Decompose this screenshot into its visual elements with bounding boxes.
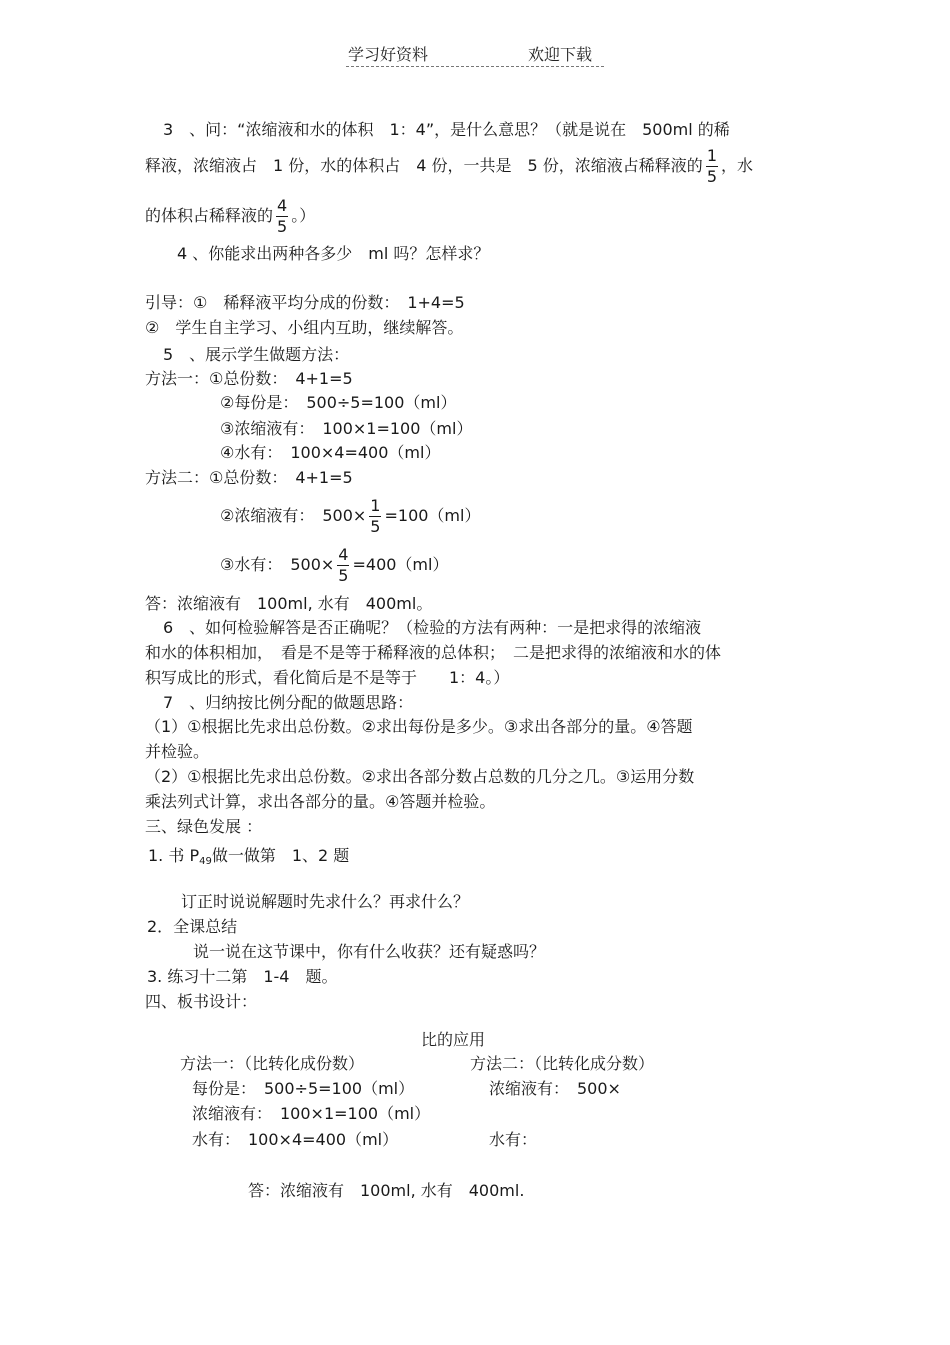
board-left-line3: 水有： 100×4=400（ml） [192, 1130, 399, 1149]
q5-line: 5 、展示学生做题方法： [163, 345, 350, 364]
q6-line1: 6 、如何检验解答是否正确呢？（检验的方法有两种：一是把求得的浓缩液 [163, 618, 702, 637]
q7-point2-line2: 乘法列式计算，求出各部分的量。④答题并检验。 [145, 792, 496, 811]
q3-line2-text-b: ，水 [721, 156, 754, 175]
q4-line: 4 、你能求出两种各多少 ml 吗？怎样求？ [177, 244, 490, 263]
section3-item2-note: 说一说在这节课中，你有什么收获？还有疑惑吗？ [193, 942, 546, 961]
fraction-denominator: 5 [277, 217, 288, 236]
section3-item1-note: 订正时说说解题时先求什么？再求什么？ [181, 892, 470, 911]
q6-line3: 积写成比的形式，看化简后是不是等于 1：4。） [145, 668, 510, 687]
page-header [346, 42, 604, 67]
method2-line2-text-b: =100（ml） [384, 506, 481, 525]
section3-item1-text-b: 做一做第 1、2 题 [211, 846, 350, 865]
fraction-four-fifths [276, 196, 288, 237]
q7-title: 7 、归纳按比例分配的做题思路： [163, 693, 414, 712]
board-right-heading: 方法二：（比转化成分数） [470, 1054, 655, 1073]
q7-point2-line1: （2）①根据比先求出总份数。②求出各部分数占总数的几分之几。③运用分数 [145, 767, 695, 786]
fraction-four-fifths [337, 545, 349, 586]
q3-line3-text-a: 的体积占稀释液的 [145, 206, 274, 225]
q7-point1-line1: （1）①根据比先求出总份数。②求出每份是多少。③求出各部分的量。④答题 [145, 717, 693, 736]
section3-item3: 3. 练习十二第 1-4 题。 [147, 967, 338, 986]
fraction-numerator: 1 [370, 496, 381, 515]
method1-line1: 方法一：①总份数： 4+1=5 [145, 369, 353, 388]
board-left-line1: 每份是： 500÷5=100（ml） [192, 1079, 415, 1098]
fraction-numerator: 1 [706, 146, 717, 165]
section4-title: 四、板书设计： [145, 992, 258, 1011]
q3-line2 [145, 146, 753, 187]
section3-item1 [148, 846, 349, 872]
board-right-line2: 水有： [489, 1130, 538, 1149]
fraction-one-fifth [369, 496, 381, 537]
board-answer: 答：浓缩液有 100ml, 水有 400ml. [248, 1181, 525, 1200]
method1-line3: ③浓缩液有： 100×1=100（ml） [220, 419, 473, 438]
board-left-line2: 浓缩液有： 100×1=100（ml） [192, 1104, 431, 1123]
q6-line2: 和水的体积相加， 看是不是等于稀释液的总体积； 二是把求得的浓缩液和水的体 [145, 643, 722, 662]
method2-line2 [220, 496, 480, 537]
fraction-denominator: 5 [338, 566, 349, 585]
page-number-subscript: 49 [199, 856, 212, 867]
board-right-line1: 浓缩液有： 500× [489, 1079, 621, 1098]
board-left-heading: 方法一：（比转化成份数） [180, 1054, 365, 1073]
section3-item2: 2．全课总结 [147, 917, 238, 936]
q3-line2-text-a: 释液，浓缩液占 1 份，水的体积占 4 份，一共是 5 份，浓缩液占稀释液的 [145, 156, 703, 175]
method2-line3-text-a: ③水有： 500× [220, 555, 335, 574]
fraction-one-fifth [706, 146, 718, 187]
answer-line: 答：浓缩液有 100ml, 水有 400ml。 [145, 594, 433, 613]
q3-line1: 3 、问：“浓缩液和水的体积 1：4”，是什么意思？（就是说在 500ml 的稀 [163, 120, 730, 139]
section3-item1-text-a: 1. 书 P [148, 846, 200, 865]
method1-line2: ②每份是： 500÷5=100（ml） [220, 393, 457, 412]
header-right-text: 欢迎下载 [528, 45, 593, 64]
method2-line3 [220, 545, 448, 586]
method2-line3-text-b: =400（ml） [352, 555, 449, 574]
method1-line4: ④水有： 100×4=400（ml） [220, 443, 441, 462]
guide-line2: ② 学生自主学习、小组内互助，继续解答。 [145, 318, 464, 337]
q7-point1-line2: 并检验。 [145, 742, 210, 761]
method2-line1: 方法二：①总份数： 4+1=5 [145, 468, 353, 487]
fraction-denominator: 5 [370, 517, 381, 536]
fraction-numerator: 4 [277, 196, 288, 215]
q3-line3 [145, 196, 315, 237]
q3-line3-text-b: 。） [291, 206, 316, 225]
fraction-numerator: 4 [338, 545, 349, 564]
method2-line2-text-a: ②浓缩液有： 500× [220, 506, 367, 525]
guide-line1: 引导：① 稀释液平均分成的份数： 1+4=5 [145, 293, 465, 312]
fraction-denominator: 5 [706, 167, 717, 186]
board-title: 比的应用 [421, 1030, 486, 1049]
header-left-text: 学习好资料 [348, 45, 429, 64]
section3-title: 三、绿色发展 ： [145, 817, 263, 836]
